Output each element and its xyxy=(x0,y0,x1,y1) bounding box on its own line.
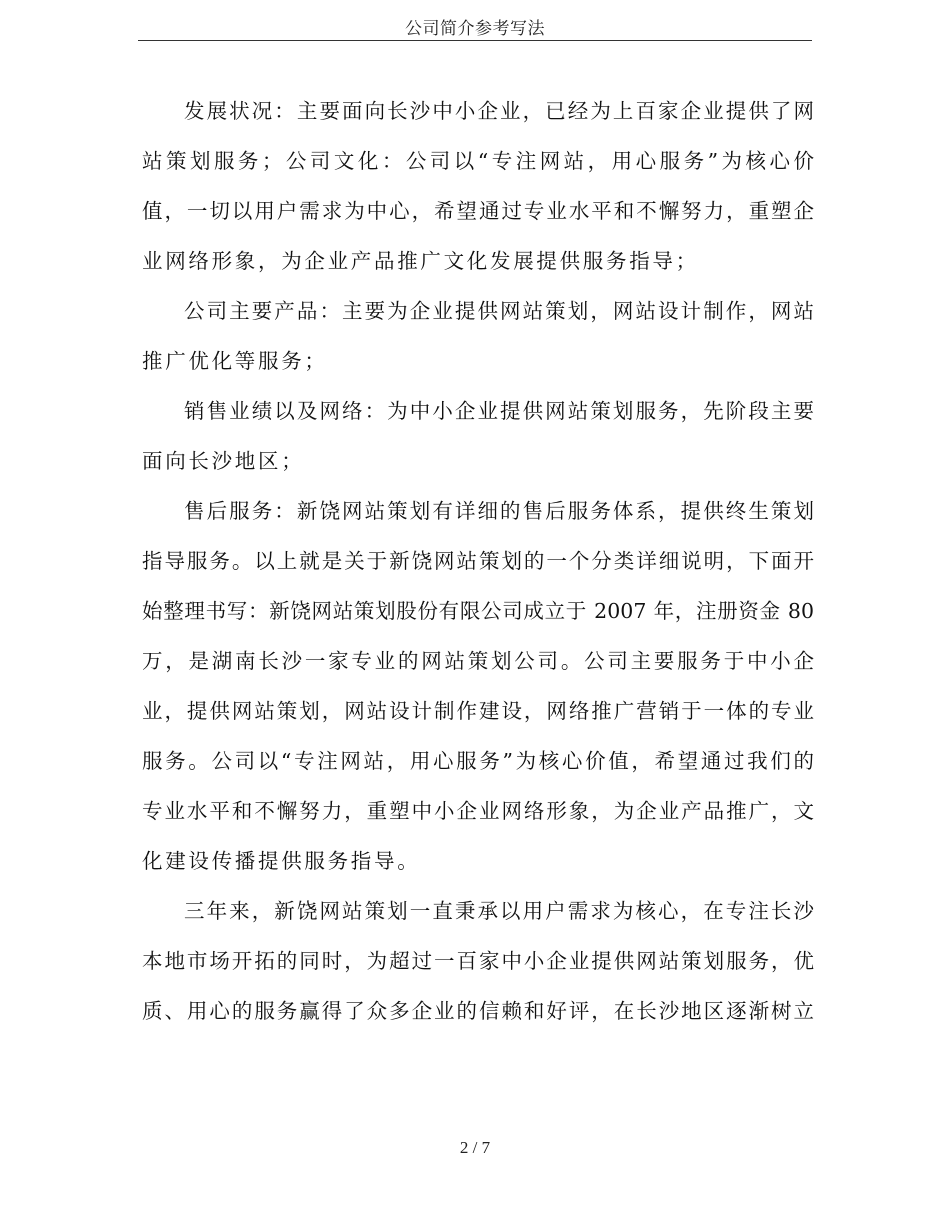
paragraph-line: 专业水平和不懈努力，重塑中小企业网络形象，为企业产品推广，文 xyxy=(142,799,814,823)
paragraph-line: 质、用心的服务赢得了众多企业的信赖和好评，在长沙地区逐渐树立 xyxy=(142,999,814,1023)
paragraph-line: 销售业绩以及网络：为中小企业提供网站策划服务，先阶段主要 xyxy=(184,399,814,423)
paragraph-line: 万，是湖南长沙一家专业的网站策划公司。公司主要服务于中小企 xyxy=(142,649,814,673)
paragraph-line: 服务。公司以“专注网站，用心服务”为核心价值，希望通过我们的 xyxy=(142,749,814,773)
paragraph-line: 化建设传播提供服务指导。 xyxy=(142,849,421,873)
paragraph-line: 公司主要产品：主要为企业提供网站策划，网站设计制作，网站 xyxy=(184,299,814,323)
paragraph-line: 发展状况：主要面向长沙中小企业，已经为上百家企业提供了网 xyxy=(184,99,814,123)
page-number: 2 / 7 xyxy=(459,1138,491,1157)
paragraph-line: 业网络形象，为企业产品推广文化发展提供服务指导； xyxy=(142,249,699,273)
paragraph-line: 指导服务。以上就是关于新饶网站策划的一个分类详细说明，下面开 xyxy=(142,549,814,573)
header-title: 公司简介参考写法 xyxy=(405,19,545,39)
paragraph-line: 三年来，新饶网站策划一直秉承以用户需求为核心，在专注长沙 xyxy=(184,899,814,923)
paragraph-line: 业，提供网站策划，网站设计制作建设，网络推广营销于一体的专业 xyxy=(142,699,814,723)
paragraph-line: 站策划服务；公司文化：公司以“专注网站，用心服务”为核心价 xyxy=(142,149,814,173)
paragraph-line: 本地市场开拓的同时，为超过一百家中小企业提供网站策划服务，优 xyxy=(142,949,814,973)
paragraph-line: 面向长沙地区； xyxy=(142,449,305,473)
paragraph-line: 推广优化等服务； xyxy=(142,349,328,373)
paragraph-line: 始整理书写：新饶网站策划股份有限公司成立于 2007 年，注册资金 80 xyxy=(142,599,814,623)
paragraph-line: 售后服务：新饶网站策划有详细的售后服务体系，提供终生策划 xyxy=(184,499,814,523)
header-rule xyxy=(138,40,812,41)
paragraph-line: 值，一切以用户需求为中心，希望通过专业水平和不懈努力，重塑企 xyxy=(142,199,814,223)
body-text xyxy=(142,86,814,1036)
